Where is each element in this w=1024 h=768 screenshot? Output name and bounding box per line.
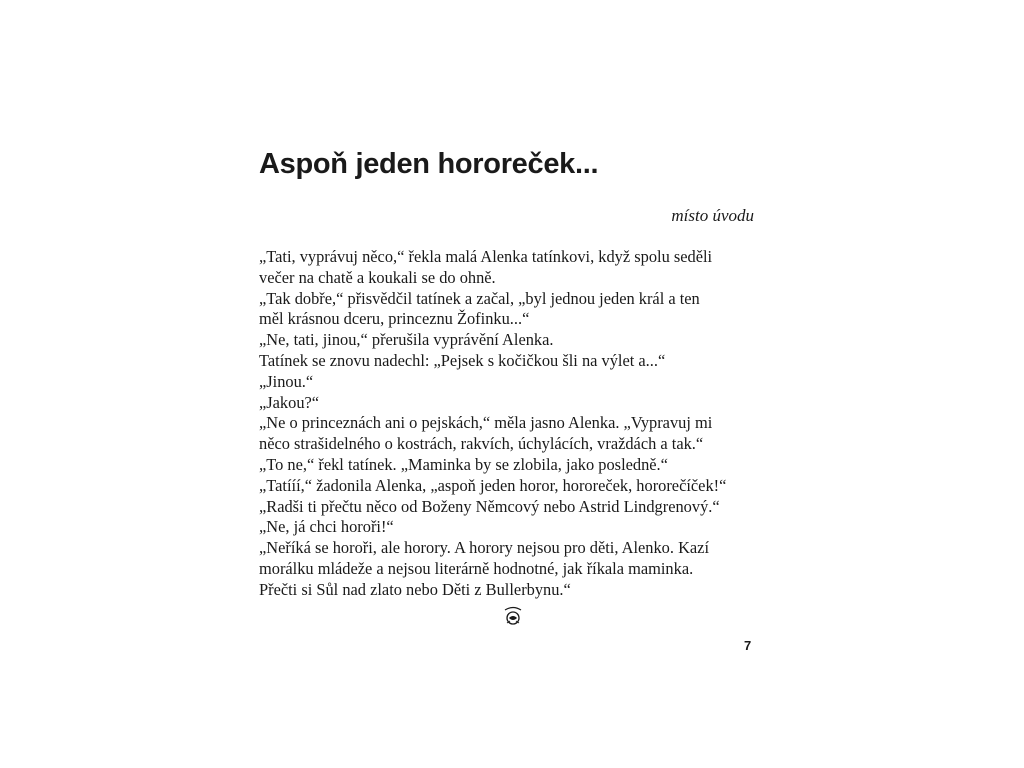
- text-line: „Tatííí,“ žadonila Alenka, „aspoň jeden horor, hororeček, hororečíček!“: [259, 475, 727, 495]
- text-line: „Ne, tati, jinou,“ přerušila vyprávění Alenka.: [259, 330, 554, 350]
- page-number: 7: [744, 638, 752, 653]
- text-line: „Ne, já chci horoři!“: [259, 517, 394, 537]
- text-line: „Ne o princeznách ani o pejskách,“ měla jasno Alenka. „Vypravuj mi: [259, 413, 713, 433]
- text-line: něco strašidelného o kostrách, rakvích, úchylácích, vraždách a tak.“: [259, 434, 704, 454]
- text-line: „Radši ti přečtu něco od Boženy Němcový nebo Astrid Lindgrenový.“: [259, 496, 720, 516]
- text-line: „Jakou?“: [259, 392, 320, 412]
- chapter-title: Aspoň jeden hororeček...: [259, 148, 599, 180]
- text-line: „Tati, vyprávuj něco,“ řekla malá Alenka tatínkovi, když spolu seděli: [259, 247, 713, 266]
- body-text: [259, 247, 759, 601]
- chapter-subtitle: místo úvodu: [671, 206, 754, 225]
- text-line: Přečti si Sůl nad zlato nebo Děti z Bullerbynu.“: [259, 579, 571, 599]
- text-line: „Neříká se horoři, ale horory. A horory nejsou pro děti, Alenko. Kazí: [259, 538, 710, 558]
- text-line: „To ne,“ řekl tatínek. „Maminka by se zlobila, jako posledně.“: [259, 454, 668, 474]
- text-line: „Tak dobře,“ přisvědčil tatínek a začal, „byl jednou jeden král a ten: [259, 288, 700, 308]
- text-line: „Jinou.“: [259, 371, 314, 391]
- text-line: morálku mládeže a nejsou literárně hodnotné, jak říkala maminka.: [259, 558, 694, 578]
- text-line: Tatínek se znovu nadechl: „Pejsek s kočičkou šli na výlet a...“: [259, 350, 666, 370]
- publisher-ornament-icon: [501, 604, 525, 626]
- text-line: měl krásnou dceru, princeznu Žofinku...“: [259, 309, 530, 329]
- text-line: večer na chatě a koukali se do ohně.: [259, 267, 496, 287]
